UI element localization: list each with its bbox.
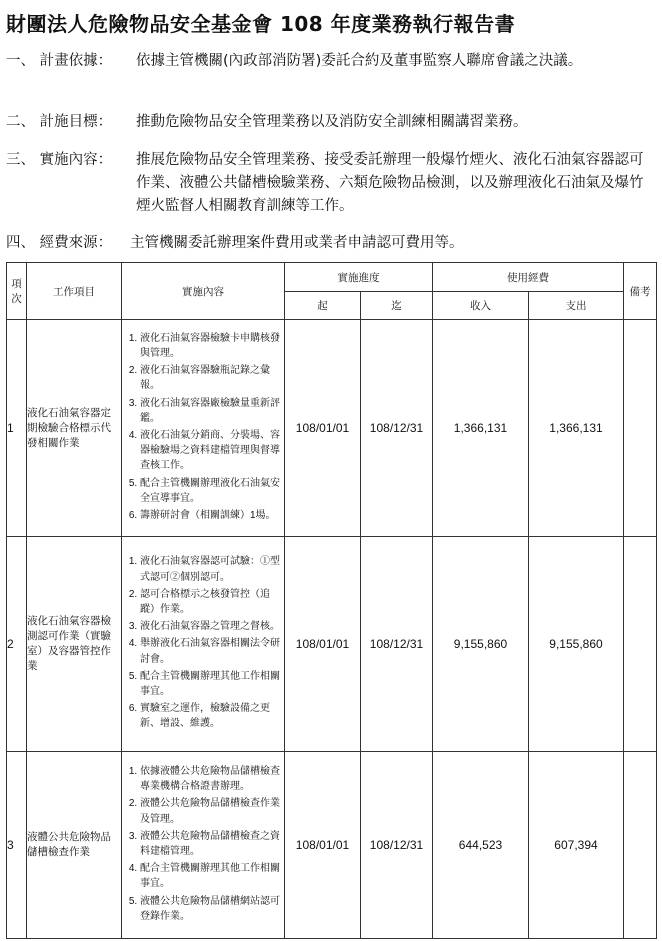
content-item: 5. 配合主管機關辦理其他工作相關事宜。 xyxy=(140,669,284,699)
section-label: 四、 經費來源： xyxy=(6,235,113,251)
row-income: 9,155,860 xyxy=(433,537,529,752)
row-income: 1,366,131 xyxy=(433,320,529,537)
row-start: 108/01/01 xyxy=(285,320,361,537)
section-label: 二、 計施目標： xyxy=(6,114,113,130)
row-number: 1 xyxy=(7,320,27,537)
content-list xyxy=(122,331,284,523)
header-content: 實施內容 xyxy=(122,263,285,320)
section-text: 主管機關委託辦理案件費用或業者申請認可費用等。 xyxy=(130,235,464,251)
row-number: 2 xyxy=(7,537,27,752)
content-item: 1. 液化石油氣容器認可試驗：①型式認可②個別認可。 xyxy=(140,554,284,584)
content-item: 3. 液化石油氣容器之管理之督核。 xyxy=(140,619,284,634)
content-item: 6. 實驗室之運作，檢驗設備之更新、增設、維護。 xyxy=(140,701,284,731)
table-header-row xyxy=(7,263,657,292)
header-income: 收入 xyxy=(433,292,529,320)
content-item: 5. 液體公共危險物品儲槽網站認可登錄作業。 xyxy=(140,894,284,924)
work-table xyxy=(6,262,657,939)
table-row xyxy=(7,320,657,537)
row-expense: 9,155,860 xyxy=(529,537,624,752)
row-end: 108/12/31 xyxy=(361,537,433,752)
header-no: 項次 xyxy=(7,263,27,320)
row-income: 644,523 xyxy=(433,752,529,939)
header-item: 工作項目 xyxy=(27,263,122,320)
header-note: 備考 xyxy=(624,263,657,320)
row-end: 108/12/31 xyxy=(361,320,433,537)
section-text: 推動危險物品安全管理業務以及消防安全訓練相關講習業務。 xyxy=(136,114,528,130)
content-item: 4. 舉辦液化石油氣容器相關法令研討會。 xyxy=(140,636,284,666)
content-item: 2. 認可合格標示之核發管控（追蹤）作業。 xyxy=(140,587,284,617)
row-note xyxy=(624,320,657,537)
header-progress: 實施進度 xyxy=(285,263,433,292)
header-end: 迄 xyxy=(361,292,433,320)
row-content xyxy=(122,320,285,537)
table-row xyxy=(7,537,657,752)
page-title: 財團法人危險物品安全基金會 108 年度業務執行報告書 xyxy=(6,12,516,36)
content-item: 3. 液體公共危險物品儲槽檢查之資料建檔管理。 xyxy=(140,829,284,859)
row-start: 108/01/01 xyxy=(285,752,361,939)
section-label: 三、 實施內容： xyxy=(6,152,113,168)
row-start: 108/01/01 xyxy=(285,537,361,752)
content-item: 6. 籌辦研討會（相關訓練）1場。 xyxy=(140,508,284,523)
header-funds: 使用經費 xyxy=(433,263,624,292)
row-item: 液化石油氣容器定期檢驗合格標示代發相關作業 xyxy=(27,320,122,537)
content-item: 1. 液化石油氣容器檢驗卡申購核發與管理。 xyxy=(140,331,284,361)
row-number: 3 xyxy=(7,752,27,939)
content-list xyxy=(122,554,284,731)
row-expense: 1,366,131 xyxy=(529,320,624,537)
content-item: 2. 液體公共危險物品儲槽檢查作業及管理。 xyxy=(140,796,284,826)
row-content xyxy=(122,752,285,939)
content-item: 1. 依據液體公共危險物品儲槽檢查專業機構合格證書辦理。 xyxy=(140,764,284,794)
content-item: 5. 配合主管機關辦理液化石油氣安全宣導事宜。 xyxy=(140,476,284,506)
section-text: 推展危險物品安全管理業務、接受委託辦理一般爆竹煙火、液化石油氣容器認可作業、液體公共儲槽檢驗業務、六類危險物品檢測，以及辦理液化石油氣及爆竹煙火監督人相關教育訓練等工作。 xyxy=(136,152,644,214)
row-content xyxy=(122,537,285,752)
content-item: 4. 液化石油氣分銷商、分裝場、容器檢驗場之資料建檔管理與督導查核工作。 xyxy=(140,428,284,474)
content-item: 2. 液化石油氣容器驗瓶記錄之彙報。 xyxy=(140,363,284,393)
content-list xyxy=(122,764,284,924)
content-item: 3. 液化石油氣容器廠檢驗量重新評鑑。 xyxy=(140,396,284,426)
content-item: 4. 配合主管機關辦理其他工作相關事宜。 xyxy=(140,861,284,891)
header-start: 起 xyxy=(285,292,361,320)
row-note xyxy=(624,537,657,752)
section-text: 依據主管機關(內政部消防署)委託合約及董事監察人聯席會議之決議。 xyxy=(136,53,583,69)
row-expense: 607,394 xyxy=(529,752,624,939)
row-item: 液體公共危險物品儲槽檢查作業 xyxy=(27,752,122,939)
row-item: 液化石油氣容器檢測認可作業（實驗室）及容器管控作業 xyxy=(27,537,122,752)
table-row xyxy=(7,752,657,939)
header-expense: 支出 xyxy=(529,292,624,320)
row-end: 108/12/31 xyxy=(361,752,433,939)
section-label: 一、 計畫依據： xyxy=(6,53,113,69)
row-note xyxy=(624,752,657,939)
